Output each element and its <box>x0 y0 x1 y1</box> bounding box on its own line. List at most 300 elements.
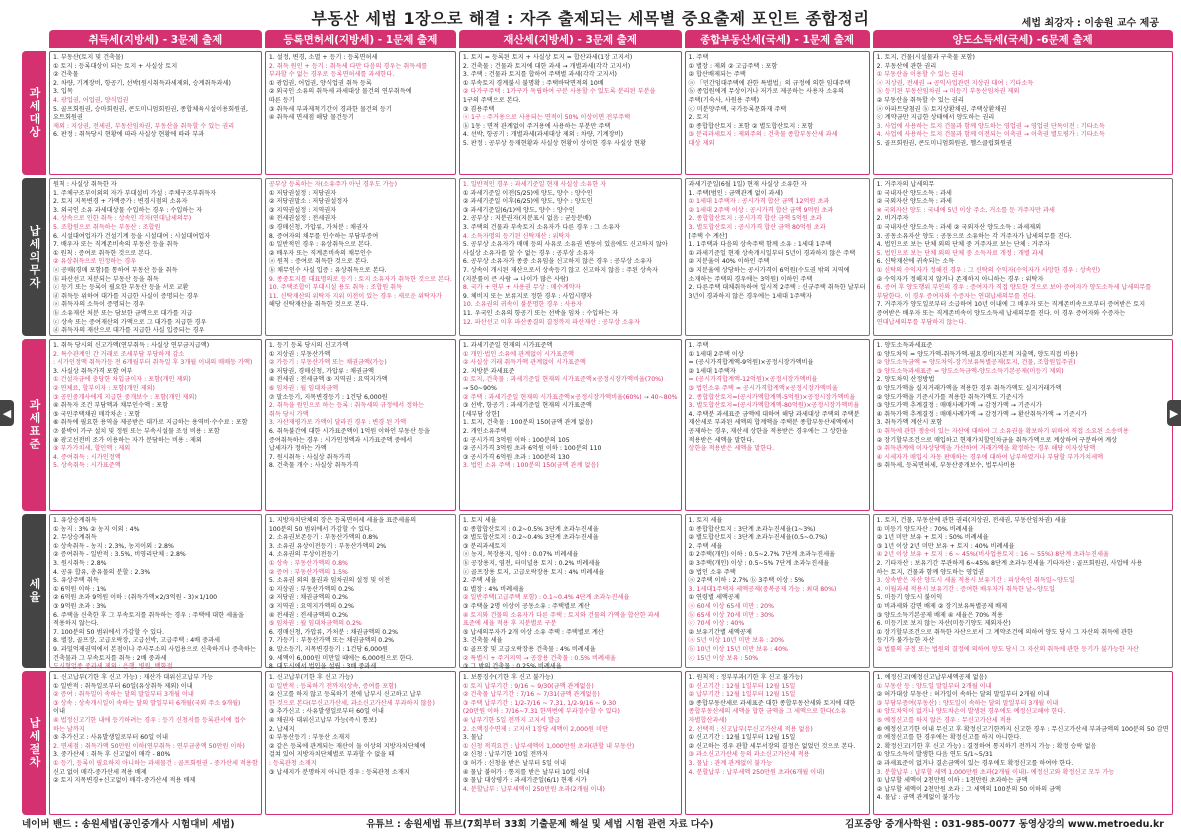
cell-line: ⓒ 15년 이상 보유 : 50% <box>688 654 759 662</box>
cell-line: 부과할 수 없는 경우로 등록면허세를 과세한다. <box>268 71 395 79</box>
cell-line: ① 종합합산토지 : 포함 ② 별도합산토지 : 포함 <box>688 122 814 130</box>
cell-line: 1. 토지, 건물(시설물과 구축물 포함) <box>876 54 975 61</box>
cell-line: 9. 세액이 6,000원 미만일 때에는 6,000원으로 한다. <box>268 654 414 662</box>
cell-line: 1. 부동산(토지 및 건축물) <box>53 54 124 61</box>
row-label: 과세대상 <box>22 51 46 175</box>
cell-line: 9. 종중토지를 대표명의로 등기 : 토지 소유자가 취득한 것으로 본다. <box>268 275 452 283</box>
cell-line: ① 종합합산토지 : 0.2~0.5% 3단계 초과누진세율 <box>462 525 599 533</box>
cell-line: ⓐ 공매(경매 포함)를 통하여 부동산 등을 취득 <box>53 266 178 274</box>
cell-line: 4. 공유 합유, 총유물의 분할 : 2.3% <box>53 568 151 576</box>
cell-line: 3. 입목 <box>53 88 73 96</box>
cell-line: 4. 선박, 항공기 : 개별과세(과세대상 제외 : 차량, 기계장비) <box>462 131 623 139</box>
cell-line: (지분률이 큰 사람 → 나이가 많은 사람) <box>462 275 569 283</box>
table-cell <box>685 339 870 511</box>
cell-line: 10. 주택조합이 부대시설 용도 취득 : 조합원 취득 <box>268 284 403 292</box>
cell-line: 10. 소유권의 귀속이 불분명한 경우 : 사용자 <box>462 301 583 309</box>
cell-line: 5. 골프회원권, 승마회원권, 콘도미니엄회원권, 종합체육시설이용회원권, <box>53 105 248 113</box>
cell-line: 1. 일반적인 경우 : 과세기준일 현재 사실상 소유한 자 <box>462 181 607 188</box>
cell-line: ③ 허가 : 신청을 받은 날부터 5일 이내 <box>462 759 566 767</box>
cell-line: 신고 없이 매각-중가산세 적용 배제 <box>53 768 147 776</box>
cell-line: ① 6억원 이하 : 1% <box>53 585 107 593</box>
cell-line: ② 연체료, 할부이자 : 포함(개인 제외) <box>53 384 155 392</box>
row-label: 과세표준 <box>22 339 46 511</box>
cell-line: ② 같은 등록에 관계되는 재산이 둘 이상의 지방자치단체에 <box>268 742 426 750</box>
cell-line: 2. 비거주자 <box>876 215 909 223</box>
cell-line: ① 지상권 : 부동산가액 <box>268 350 331 358</box>
cell-line: 7. 원시취득 : 사실상 취득가격 <box>268 453 351 461</box>
table-cell <box>873 671 1173 815</box>
cell-line: ③ 과세기준일(6/1)에 양도, 양수 : 양수인 <box>462 206 575 214</box>
cell-line: 1. 거주자의 납세의무 <box>876 181 935 188</box>
cell-line: ② 보유기간별 세액공제 <box>688 628 752 636</box>
cell-line: ① 일반적인 경우 : 유상취득으로 본다. <box>268 241 372 249</box>
table-cell <box>49 514 262 671</box>
cell-line: 1. 토지, 건축물 : 100분의 150(금액 관계 없음) <box>462 419 593 427</box>
cell-line: 증여취득하는 경우 : 시가인정액과 시가표준액 중에서 <box>268 436 413 444</box>
cell-line: ① 부동산등기 : 부동산 소재지 <box>268 734 351 742</box>
cell-line: ① 등기, 등록이 필요하지 아니하는 과세물건 : 골프회원권 - 중가산세 적용함 <box>53 759 258 767</box>
cell-line: ① 광업권, 어업권, 양식업권 취득 등록 <box>268 79 372 87</box>
cell-line: ③ 공인중개사에게 지급한 중개보수 : 포함(개인 제외) <box>53 393 197 401</box>
column-header: 재산세(지방세) - 3문제 출제 <box>459 30 682 48</box>
cell-line: 2. 개인소유주택 <box>462 427 507 435</box>
cell-line: ① 신고기간 : 12월 1일부터 12월 15일 <box>688 734 796 742</box>
cell-line: 1. 주택 <box>688 342 709 349</box>
cell-line: ① 1세대 1주택자 : 공시가격 합산 금액 12억원 초과 <box>688 198 830 206</box>
cell-line: ② 증여 : 취득일이 속하는 달의 말일부터 3개월 이내 <box>53 691 194 699</box>
cell-line: ① 취득에 관한 쟁송이 있는 자산에 대하여 그 소유권을 확보하기 위하여 직접 소요된 소송비용 <box>876 427 1129 435</box>
cell-line: 5. 조합원으로 취득하는 부동산 : 조합원 <box>53 223 161 231</box>
cell-line: 건축물과 그 부속토지를 취득 : 2배 중과세 <box>53 654 167 662</box>
cell-line: ② 특별시 + 주거지역 → 공장용 건축물 : 0.5% 비례세율 <box>462 654 616 662</box>
cell-line: 4. 증여취득 : 시가인정액 <box>53 453 121 461</box>
cell-line: ② 허가대상 부동산 : 허가일이 속하는 달의 말일부터 2개월 이내 <box>876 691 1050 699</box>
table-cell <box>873 514 1173 668</box>
cell-line: ① 건설자금에 충당한 차입금이자 : 포함(개인 제외) <box>53 376 191 384</box>
cell-line: ② 양도소득금액 = 양도차익-장기보유특별공제(토지, 건물, 조합원입주권) <box>876 359 1076 367</box>
cell-line: ② 수익자가 정해지지 않거나 존재하지 아니하는 경우 : 위탁자 <box>876 275 1044 283</box>
cell-line: 1. 토지 = 등록된 토지 + 사실상 토지 = 합산과세(1장 고지서) <box>462 54 633 61</box>
cell-line: ③ 공시가격 6억원 초과 : 100분의 130 <box>462 453 570 461</box>
cell-line: 11. 신탁재산의 위탁자 지위 이전이 있는 경우 : 새로운 위탁자가 <box>268 292 442 300</box>
cell-line: ③ 분리과세토지 : 제외주의 : 건축물 종합부동산세 과세 <box>688 131 838 139</box>
cell-line: ⓑ 등기된 부동산임차권 → 미등기 부동산임차권 제외 <box>876 88 1020 96</box>
cell-line: ① 부동산을 이용할 수 있는 권리 <box>876 71 964 79</box>
cell-line: ⑤ 경매신청, 가압류, 가처분 : 채권자 <box>268 223 368 231</box>
cell-line: 6. 신탁재산에 귀속되는 소득 <box>876 258 955 266</box>
column-header: 등록면허세(지방세) - 1문제 출제 <box>265 30 456 48</box>
column-header: 취득세(지방세) - 3문제 출제 <box>49 30 262 48</box>
cell-line: ① 부동산 등 : 양도일 말일부터 2개월 이내 <box>876 682 992 690</box>
cell-line: ① 과세기준일 현재 상속개시일부터 5년이 경과하지 않은 주택 <box>688 249 856 257</box>
cell-line: ⓑ 65세 이상 70세 미만 : 30% <box>688 611 774 619</box>
cell-line: 2. 부동산에 관한 권리 <box>876 62 937 70</box>
cell-line: 1. 설정, 변경, 소멸 + 등기 : 등록면허세 <box>268 54 378 61</box>
cell-line: 1. 신고납부(기한 후 신고 가능) <box>268 674 354 681</box>
cell-line: 100분의 50 범위에서 가감할 수 있다. <box>268 525 373 533</box>
cell-line: ① 양도가액을 실지거래가액을 적용한 경우 취득가액도 실지거래가액 <box>876 384 1062 392</box>
cell-line: 과세기준일(6월 1일) 현재 사실상 소유한 자 <box>688 181 807 188</box>
cell-line: ② 과세표준이 없거나 결손금액이 있는 경우에도 확정신고를 하여야 한다. <box>876 759 1074 767</box>
cell-line: ② 신고를 하지 않고 등록하기 전에 납부시 신고하고 납부 <box>268 691 422 699</box>
cell-line: 4. 소유권의 무상이전등기 <box>268 551 339 559</box>
cell-line: 4. 이월과세 적용시 보유기간 : 증여한 배우자가 취득한 날~양도일 <box>876 585 1055 593</box>
cell-line: ⓑ 종업원에게 무상이거나 저가로 제공하는 사용자 소유의 <box>688 88 845 96</box>
cell-line: 1. 1주택과 다음의 상속주택 함께 소유 : 1세대 1주택 <box>688 241 832 249</box>
table-cell <box>265 671 456 815</box>
cell-line: ① 국내자산 양도소득 : 과세 <box>876 189 952 197</box>
cell-line: ① 저당권설정 : 저당권자 <box>268 189 337 197</box>
cell-line: ② 신청 : 납부기한 10일 전까지 <box>462 751 549 759</box>
cell-line: ④ 2년 이상 보유 + 토지 : 6 ~ 45%(비사업용토지 : 16 ~ 55%) 8단계 초과누진세율 <box>876 551 1109 559</box>
table-cell <box>459 514 682 671</box>
cell-line: ⓓ 취득등 위하여 대가를 지급한 사실이 증명되는 경우 <box>53 292 199 300</box>
cell-line: 2. 주택 세율 <box>462 577 497 585</box>
row-label: 세율 <box>22 514 46 668</box>
cell-line: ⓒ 70세 이상 : 40% <box>688 620 745 628</box>
cell-line: ⑦ 예정신고를 한 경우에는 확정신고를 하지 아니한다. <box>876 734 1022 742</box>
cell-line: 4. 분할납부 : 납부세액이 250만원 초과(2개월 이내) <box>462 785 605 793</box>
cell-line: 재산세로 부과된 세액의 합계액을 주택분 종합부동산세액에서 <box>688 419 854 427</box>
cell-line: ① 토지, 건축물 : 과세기준일 현재의 시가표준액×공정시장가액비율(70%) <box>462 376 664 384</box>
cell-line: ② 별도합산토지 : 0.2~0.4% 3단계 초과누진세율 <box>462 534 599 542</box>
cell-line: ① 골프장 및 고급오락장용 건축물 : 4% 비례세율 <box>462 645 596 653</box>
table-cell <box>49 671 262 815</box>
column-header: 종합부동산세(국세) - 1문제 출제 <box>685 30 870 48</box>
table-cell <box>265 514 456 671</box>
cell-line: 2. 선택적 : 신고납부(무신고가산세 적용 없음) <box>688 725 813 733</box>
cell-line: ① 별장 : 제외 ② 고급주택 : 포함 <box>688 62 778 70</box>
column-header: 양도소득세(국세) -6문제 출제 <box>873 30 1173 48</box>
cell-line: 2. 무상승계취득 <box>53 534 97 542</box>
cell-line: 1. 주택(범인 : 금액관계 없이 과세) <box>688 189 783 197</box>
cell-line: 따른 등기 <box>268 96 295 104</box>
cell-line: 1. 토지, 건물, 부동산에 관한 권리(지상권, 전세권, 부동산임차권) 세율 <box>876 517 1067 524</box>
cell-line: ① 1세대 2주택 이상 <box>688 350 744 358</box>
cell-line: 2. 토지 지목변경 + 가액증가 : 변경시점의 소유자 <box>53 198 188 206</box>
cell-line: 2. 취득을 원인으로 하는 등록 : 취득세의 규정에서 정하는 <box>268 402 425 410</box>
cell-line: ④ 물납 불허가 : 통지를 받은 날부터 10일 이내 <box>462 768 590 776</box>
cell-line: ③ 지분율에 상당하는 공시가격이 6억원(수도권 밖의 지역에 <box>688 266 850 274</box>
cell-line: ③ 주택을 2명 이상이 공동소유 : 주택별로 계산 <box>462 602 590 610</box>
cell-line: 2. 납세지 <box>268 725 295 733</box>
cell-line: 적용받은 세액을 말한다. <box>688 436 755 444</box>
cell-line: ⑤ 임차권 : 월 임대차금액의 0.2% <box>268 620 362 628</box>
summary-table <box>22 30 1169 812</box>
cell-line: ⑧ 광고선전비 조가 이용하는 자가 분담하는 비용 : 제외 <box>53 436 202 444</box>
cell-line: 4. 법인으로 보는 단체 외의 단체 중 거주자로 보는 단체 : 거주자 <box>876 241 1050 249</box>
cell-line: ① 미등기 양도자산 : 70% 비례세율 <box>876 525 974 533</box>
cell-line: 1. 주체구조부이외의 자가 부대설비 가설 : 주체구조부취득자 <box>53 189 217 197</box>
table-cell <box>459 671 682 815</box>
cell-line: ① 과세기준일 이전(5/25)에 양도, 양수 : 양수인 <box>462 189 593 197</box>
table-cell <box>49 178 262 336</box>
cell-line: ① 연령별 세액공제 <box>688 594 740 602</box>
cell-line: 이내 <box>53 708 65 716</box>
cell-line: ③ 상속 : 상속개시일이 속하는 달의 말일부터 6개월(국외 주소 9개월) <box>53 699 241 707</box>
cell-line: 3. 소유권 유상이전등기 : 부동산가액의 2% <box>268 542 387 550</box>
cell-line: ※ 국외자산 양도 : 국내에 5년 이상 주소, 거소를 둔 거주자만 과세 <box>876 206 1055 214</box>
cell-line: 1. 취득 당시의 신고가액(연부취득 : 사실상 연부금지급액) <box>53 342 210 349</box>
prev-page-arrow-icon[interactable]: ◀ <box>0 400 14 426</box>
row-label: 납세절차 <box>22 671 46 815</box>
cell-line: ② 별도합산토지 : 3단계 초과누진세율(0.5~0.7%) <box>688 534 828 542</box>
cell-line: ④ 전세권 : 전세금액의 0.2% <box>268 611 348 619</box>
cell-line: ② 일반주택(고급주택 포함) : 0.1~0.4% 4단계 초과누진세율 <box>462 594 630 602</box>
cell-line: 8. 건축물 개수 : 사실상 취득가격 <box>268 462 359 470</box>
cell-line: 5. 유상주택 취득 <box>53 577 99 585</box>
cell-line: 7. 거주자가 양도일로부터 소급하여 10년 이내에 그 배우자 또는 직계존비속으로부터 증여받은 토지 <box>876 301 1146 309</box>
cell-line: ⓒ 등기 또는 등록이 필요한 부동산 등을 서로 교환 <box>53 284 189 292</box>
cell-line: ① 토지 : 등록대상이 되는 토지 + 사실상 토지 <box>53 62 178 70</box>
cell-line: ⑨ 부가가치세, 할인액 : 제외 <box>53 445 131 453</box>
cell-line: ② 법률의 규정 또는 법원의 결정에 의하여 양도 당시 그 자산의 취득에 관한 등기가 불가능한 자산 <box>876 645 1139 653</box>
cell-line: 8. 대도시에서 법인을 설립 : 3배 중과세 <box>268 663 377 671</box>
cell-line: 9. 체비지 또는 보류지로 정한 경우 : 사업시행자 <box>462 292 593 300</box>
cell-line: = (공시가격합계액-12억원)×공정시장가액비율 <box>688 376 818 384</box>
cell-line: 7. 가등기 : 부동산가액 또는 채권금액의 0.2% <box>268 637 395 645</box>
cell-line: ④ 전세권 : 전세금액 ⑤ 지역권 : 요역지가액 <box>268 376 388 384</box>
cell-line: ⓐ 2주택 이하 : 2.7% ⓑ 3주택 이상 : 5% <box>688 577 805 585</box>
cell-line: ③ 저당권, 경매신청, 가압류 : 채권금액 <box>268 367 374 375</box>
cell-line: ② 과세기준일 이후(6/25)에 양도, 양수 : 양도인 <box>462 198 593 206</box>
cell-line: 1. 신고납부(기한 후 신고 가능) : 재산가 대위신고납부 가능 <box>53 674 214 681</box>
cell-line: ② 신고하는 경우 관할 세무서장의 결정은 없었던 것으로 본다. <box>688 742 856 750</box>
cell-line: 1. 토지 세율 <box>462 517 497 524</box>
cell-line: ③ 과소신고가산세 등의 과소신고가산세 적용 <box>688 751 810 759</box>
cell-line: (20만원 이하 : 7/16~7.31 한꺼번에 부과징수할 수 있다) <box>462 708 620 716</box>
cell-line: 6. 경매신청, 가압류, 가처분 : 채권금액의 0.2% <box>268 628 398 636</box>
footer-academy: 김포중앙 중개사학원 : 031-985-0077 동영상강의 www.metroedu.kr <box>845 819 1164 830</box>
cell-line: ④ 취득가액 추계결정 : 매매사례가액 → 감정가액 → 환산취득가액 → 기준시가 <box>876 410 1087 418</box>
cell-line: ③ 지역권설정 : 지역권자 <box>268 206 337 214</box>
cell-line: ③ 양도가액 추계결정 : 매매사례가액 → 감정가액 → 기준시가 <box>876 402 1042 410</box>
cell-line: 8. 국가 + 연부 + 사용권 무상 : 매수계약자 <box>462 284 581 292</box>
cell-line: ② 다가구주택 : 1가구가 독립하여 구분 사용할 수 있도록 분리된 부분을 <box>462 88 656 96</box>
cell-line: 4. 사업에 사용하는 토지 건물과 함께 이전되는 이축권 → 이축권 별도평가 : 기타소득 <box>876 131 1105 139</box>
cell-line: ③ 양도소득과세표준 = 양도소득금액-양도소득기본공제(미등기 제외) <box>876 367 1064 375</box>
cell-line: 2. 특수관계인 간 거래로 조세부담 부당하게 감소 <box>53 350 185 358</box>
table-cell <box>265 178 456 336</box>
cell-line: 4. 물납 : 금액 관계없이 불가능 <box>876 794 961 802</box>
cell-line: ① 양도소득이 발생한 다음 연도 5/1~5/31 <box>876 751 993 759</box>
cell-line: 2. 차량, 기계장비, 항공기, 선박(원시취득과세제외, 승계취득과세) <box>53 79 231 87</box>
cell-line: ② 납부할 세액이 2천만원 초과 : 그 세액의 100분의 50 이하의 금액 <box>876 785 1062 793</box>
cell-line: ② 합산배제되는 주택 <box>688 71 746 79</box>
cell-line: ④ 채권자 대위신고납부 가능(즉시 통보) <box>268 716 377 724</box>
cell-line: ① 별장 : 4% 비례세율 <box>462 585 525 593</box>
cell-line: 하는 날까지 <box>53 725 85 733</box>
cell-line: 7. 배우자 또는 직계존비속의 부동산 등을 취득 <box>53 241 179 249</box>
cell-line: 3. 사실상 취득가격 포함 여부 <box>53 367 133 375</box>
cell-line: ⑦ 말소등기, 지목변경등기 : 1건당 6,000원 <box>268 393 388 401</box>
cell-line: 2. 소유권보존등기 : 부동산가액의 0.8% <box>268 534 379 542</box>
cell-line: ③ 주택 납부기간 : 1/2-7/16 ~ 7.31, 1/2-9/16 ~ 9.30 <box>462 699 617 707</box>
cell-line: 요트회원권 <box>53 114 83 122</box>
cell-line: ④ 양도차익이 없거나 양도차손이 발생된 경우에도 예정신고해야 한다. <box>876 708 1066 716</box>
cell-line: ⓑ 1동 : 면적 관계없이 주거용에 사용하는 부분만 주택 <box>462 122 611 130</box>
cell-line: ② 건축물 납부기간 : 7/16 ~ 7/31(금액 관계없음) <box>462 691 600 699</box>
next-page-arrow-icon[interactable]: ▶ <box>1167 400 1181 426</box>
cell-line: ④ 토지와 건물의 소유자가 다른 주택 : 토지와 건물의 가액을 합산한 과세 <box>462 611 660 619</box>
cell-line: 5. 법인으로 보는 단체 외의 단체 중 소득자료 개정 : 개별 과세 <box>876 249 1044 257</box>
cell-line: 도시형업종 중과세 제외 : 은행, 병원, 백화점 <box>53 663 173 671</box>
cell-line: 원칙 : 사실상 취득한 자 <box>53 181 117 188</box>
cell-line: ② 주택 : 과세기준일 현재의 시가표준액×공정시장가액비율(60%) → 40~80% <box>462 393 678 401</box>
cell-line: 4. 소득자명의 등기된 신탁재산 : 위탁자 <box>462 232 571 240</box>
cell-line: : 등록관청 소재지 <box>268 759 317 767</box>
cell-line: 1. 과세기준일 현재의 시가표준액 <box>462 342 553 349</box>
cell-line: 6. 시설대여업자가 건설기계 등을 시설대여 : 시설대여업자 <box>53 232 211 240</box>
cell-line: ② 3주택(개인) 이상 : 0.5~5% 7단계 초과누진세율 <box>688 559 830 567</box>
cell-line: 3. 자산재평가로 가액이 달라진 경우 : 변경 된 가액 <box>268 419 407 427</box>
cell-line: ⓑ 채무인수 사실 입증 : 유상취득으로 본다. <box>268 266 387 274</box>
cell-line: 6. 공부상 소유자가 종중 소유임을 신고하지 않은 경우 : 공부상 소유자 <box>462 258 652 266</box>
cell-line: ⓓ 취득자의 재산으로 대가를 지급한 사실 입증되는 경우 <box>53 327 205 335</box>
cell-line: ② 토지 지목변경+신고없이 매각-중가산세 적용 배제 <box>53 777 196 785</box>
cell-line: 3. 분할납부 : 납부할 세액 1,000만원 초과(2개월 이내)- 예정신고와 확정신고 모두 가능 <box>876 768 1115 776</box>
cell-line: ③ 법인 소유 주택 <box>688 568 736 576</box>
cell-line: 2. 소액징수면제 : 고지서 1장당 세액이 2,000원 미만 <box>462 725 608 733</box>
row-label: 납세의무자 <box>22 178 46 336</box>
cell-line: 5. 미등기 양도시 불이익 <box>876 594 943 602</box>
cell-line: ① 종합합산토지 : 3단계 초과누진세율(1~3%) <box>688 525 816 533</box>
cell-line: 3. 물납 : 관계 관계없이 불가능 <box>688 759 773 767</box>
cell-line: 3. 주택 : 건물과 토지를 합하여 주택별 과세(각각 고지서) <box>462 71 617 79</box>
cell-line: ① 비과세와 감면 배제 ② 장기보유특별공제 배제 <box>876 602 1008 610</box>
cell-line: ① 양도차익 = 양도가액-취득가액-필요경비(자본적 지출액, 양도직접 비용) <box>876 350 1078 358</box>
cell-line: ⓒ 미분양주택, 국가등록문화재 주택 <box>688 105 787 113</box>
cell-line: ③ 부담부증여(부동산) : 양도일이 속하는 달의 말일부터 3개월 이내 <box>876 699 1059 707</box>
cell-line: 걸쳐 있어 지방자치단체별로 부과할 수 없을 때 <box>268 751 395 759</box>
cell-line: ② 1년 미만 보유 + 토지 : 50% 비례세율 <box>876 534 989 542</box>
cell-line: ① 원칙 : 증여로 취득한 것으로 본다. <box>53 249 153 257</box>
cell-line: 1. 양도소득과세표준 <box>876 342 933 349</box>
cell-line: ④ 취득자 조건 부담액과 채무인수액 : 포함 <box>53 402 169 410</box>
table-cell <box>49 51 262 175</box>
cell-line: ⓐ 지상권, 전세권 → 공익사업관련 지상권 대여 : 기타소득 <box>876 79 1034 87</box>
cell-line: 적용하지 않는다. <box>53 620 99 628</box>
cell-line: ⓒ 상속 또는 증여재산의 가액으로 그 대가를 지급한 경우 <box>53 318 207 326</box>
table-cell <box>685 178 870 336</box>
table-cell <box>49 339 262 511</box>
cell-line: ① 신고기간 : 12월 1일부터 12월 15일 <box>688 682 796 690</box>
cell-line: 3. 별도합산토지 : 공시가격 합산 금액 80억원 초과 <box>688 223 826 231</box>
cell-line: 3. 상속받은 자산 양도시 세율 적용시 보유기간 : 피상속인 취득일~양도일 <box>876 577 1075 585</box>
cell-line: ⓐ 「민간임대주택에 관한 특별법」의 규정에 의한 임대주택 <box>688 79 851 87</box>
cell-line: 1구의 주택으로 본다. <box>462 96 521 104</box>
cell-line: ③ 취득관계에 이자상당액을 가산하여 거래가액을 확정하는 경우 해당 이자상당액 <box>876 445 1096 453</box>
cell-line: ③ 겸용주택 <box>462 105 495 113</box>
cell-line: 2. 건축물 : 건물과 토지에 대한 과세 → 개별과세(각각 고지서) <box>462 62 631 70</box>
cell-line: 3년이 경과하지 않은 경우에는 1세대 1주택자 <box>688 292 812 300</box>
cell-line: 2. 다른주택 대체취득하여 일시적 2주택 : 신규주택 취득한 날부터 <box>688 284 866 292</box>
cell-line: ⑤ 물납 대상평가 : 과세기준일(6/1) 현재 시가 <box>462 777 587 785</box>
cell-line: ② 배우자 또는 직계존비속의 채무인수 <box>268 249 372 257</box>
cell-line: 4. 주택분 과세표준 금액에 대하여 해당 과세대상 주택의 주택분 <box>688 410 860 418</box>
table-cell <box>873 339 1173 511</box>
cell-line: ④ 전세권설정 : 전세권자 <box>268 215 337 223</box>
cell-line: ③ 9억원 초과 : 3% <box>53 602 107 610</box>
cell-line: ③ 납세지가 분명하지 아니한 경우 : 등록관청 소재지 <box>268 768 410 776</box>
cell-line: 2. 토지 <box>688 114 709 122</box>
cell-line: ② 지분율이 40% 이하인 주택 <box>688 258 770 266</box>
cell-line: 한 것으로 본다(무신고가산세, 과소신고가산세 부과하지 않음) <box>268 699 435 707</box>
cell-line: ⓒ 골프장용 토지, 고급오락장용 토지 : 4% 비례세율 <box>462 568 605 576</box>
cell-line: ⓑ 파산선고 저분되는 부동산 등을 취득 <box>53 275 159 283</box>
cell-line: 취득 당시 가액 <box>268 410 309 418</box>
cell-line: ② 1세대 2주택 이상 : 공시가격 합산 금액 9억원 초과 <box>688 206 834 214</box>
cell-line: 3. 외국인 소유 과세대상물 수입하는 경우 : 수입하는 자 <box>53 206 203 214</box>
cell-line: 공부상 등록하는 자(소유주가 아닌 경우도 가능) <box>268 181 398 188</box>
cell-line: ⓑ 공장용지, 염전, 터미널용 토지 : 0.2% 비례세율 <box>462 559 601 567</box>
cell-line: 12. 파산선고 이후 파산종결의 결정까지 파산재산 : 공부상 소유자 <box>462 318 640 326</box>
cell-line: 해당 신탁재산을 취득한 것으로 본다. <box>268 301 369 309</box>
cell-line: 3. 취득가액 계산시 포함 <box>876 419 943 427</box>
cell-line: ⓐ 취득자의 소득이 증명되는 경우 <box>53 301 145 309</box>
cell-line: ② 유상취득으로 인정하는 경우 <box>53 258 137 266</box>
cell-line: 2. 양도차익 산정방법 <box>876 376 935 384</box>
cell-line: 종합부동산세의 세액을 합한 금액을 그 세액으로 한다(소유 <box>688 708 847 716</box>
cell-line: 3. 법인 소유 주택 : 100분의 150(금액 관계 없음) <box>462 462 599 470</box>
cell-line: ① 일반적 : 취득일로부터 60일(유상취득 제외) 이내 <box>53 682 193 690</box>
cell-line: ② 건축물 <box>53 71 79 79</box>
cell-line: 6. 증여 후 양도행위 부인의 경우 : 증여자가 직접 양도한 것으로 보아 증여자가 양도소득세 납세의무를 <box>876 284 1152 292</box>
cell-line: ③ 분리과세토지 <box>462 542 507 550</box>
cell-line: 1. 주택 <box>688 54 709 61</box>
cell-line: 11. 우국인 소유의 항공기 또는 선박을 임차 : 수입하는 자 <box>462 309 619 317</box>
cell-line: ② 저당권말소 : 저당권설정자 <box>268 198 349 206</box>
cell-line: 납세자가 정하는 가액 <box>268 445 327 453</box>
cell-line: ⓑ 10년 이상 15년 미만 보유 : 40% <box>688 645 788 653</box>
table-cell <box>685 514 870 668</box>
table-cell <box>265 339 456 511</box>
cell-line: 공제하는 경우, 재산세 상한을 적용받은 경우에는 그 상한을 <box>688 427 848 435</box>
cell-line: 4. 광업권, 어업권, 양식업권 <box>53 96 129 104</box>
table-cell <box>873 178 1173 336</box>
footer-youtube: 유튜브 : 송원세법 튜브(7회부터 33회 기출문제 해설 및 세법 시험 관련 자료 다수) <box>366 819 714 830</box>
cell-line: 5. 소유권 외의 물권과 임차권의 설정 및 이전 <box>268 577 391 585</box>
cell-line: ① 농지 : 3% ② 농지 이외 : 4% <box>53 525 140 533</box>
cell-line: 4. 분할납부 : 납부세액 250만원 초과(6개월 이내) <box>688 768 825 776</box>
cell-line: ⓐ 아파트당첨권 ⓑ 토지상환채권, 주택상환채권 <box>876 105 1007 113</box>
cell-line: 자별합산과세) <box>688 716 727 724</box>
cell-line: 3. 중가산세 : 취득 후 신고없이 매각 - 80% <box>53 751 171 759</box>
table-cell <box>459 178 682 336</box>
cell-line: 6. 주택을 신축한 후 그 부속토지를 취득하는 경우 : 주택에 대한 세율을 <box>53 611 245 619</box>
cell-line: 2. 종합합산토지=(공시가액합계액-5억원)×공정시장가액비율 <box>688 393 856 401</box>
cell-line: ⑤ 추가신고 : 사유발생일로부터 60일 이내 <box>53 734 168 742</box>
table-cell <box>685 671 870 815</box>
cell-line: ② 1세대 1주택자 <box>688 367 736 375</box>
cell-line: ① 장기할부조건으로 취득한 자산으로서 그 계약조건에 의하여 양도 당시 그 자산의 취득에 관한 <box>876 628 1133 636</box>
cell-line: 2. 공부상 : 지분권자(지분표시 없음 : 균등분배) <box>462 215 592 223</box>
cell-line: 2. 기타자산 : 보유기간 무관하게 6~45% 8단계 초과누진세율 기타자산 : 골프회원권, 사업에 사용 <box>876 559 1143 567</box>
cell-line: 하는 토지, 건물과 함께 양도하는 영업권 <box>876 568 985 576</box>
cell-line: 6. 취득불간에 대한 시가표준액이 1억원 이하인 부동산 등을 <box>268 427 430 435</box>
cell-line: ② 외국인 소유의 취득세 과세대상 물건의 연부취득에 <box>268 88 412 96</box>
cell-line: ① 신탁의 수익자가 정해진 경우 : 그 신탁의 수익자(수익자가 사망한 경우 : 상속인) <box>876 266 1101 274</box>
cell-line: ② 부동산을 취득할 수 있는 권리 <box>876 96 964 104</box>
cell-line: 등기가 불가능한 자산 <box>876 637 935 645</box>
cell-line: 주택(기숙사, 사원용 주택) <box>688 96 760 104</box>
cell-line: ① 토지 납부기간 : 9/16 ~ 9/30(금액 관계없음) <box>462 682 594 690</box>
cell-line: 3. 원시취득 : 2.8% <box>53 559 107 567</box>
cell-line: ③ 양도소득기본공제 배제 ④ 세율은 70% 적용 <box>876 611 1003 619</box>
cell-line: 부담한다. 이 경우 증여자와 수증자는 연대납세의무를 진다. <box>876 292 1036 300</box>
cell-line: 1. 원칙적 : 정부부과(기한 후 신고 불가능) <box>688 674 803 681</box>
cell-line: ③ 선박, 항공기 : 과세기준일 현재의 시가표준액 <box>462 402 592 410</box>
